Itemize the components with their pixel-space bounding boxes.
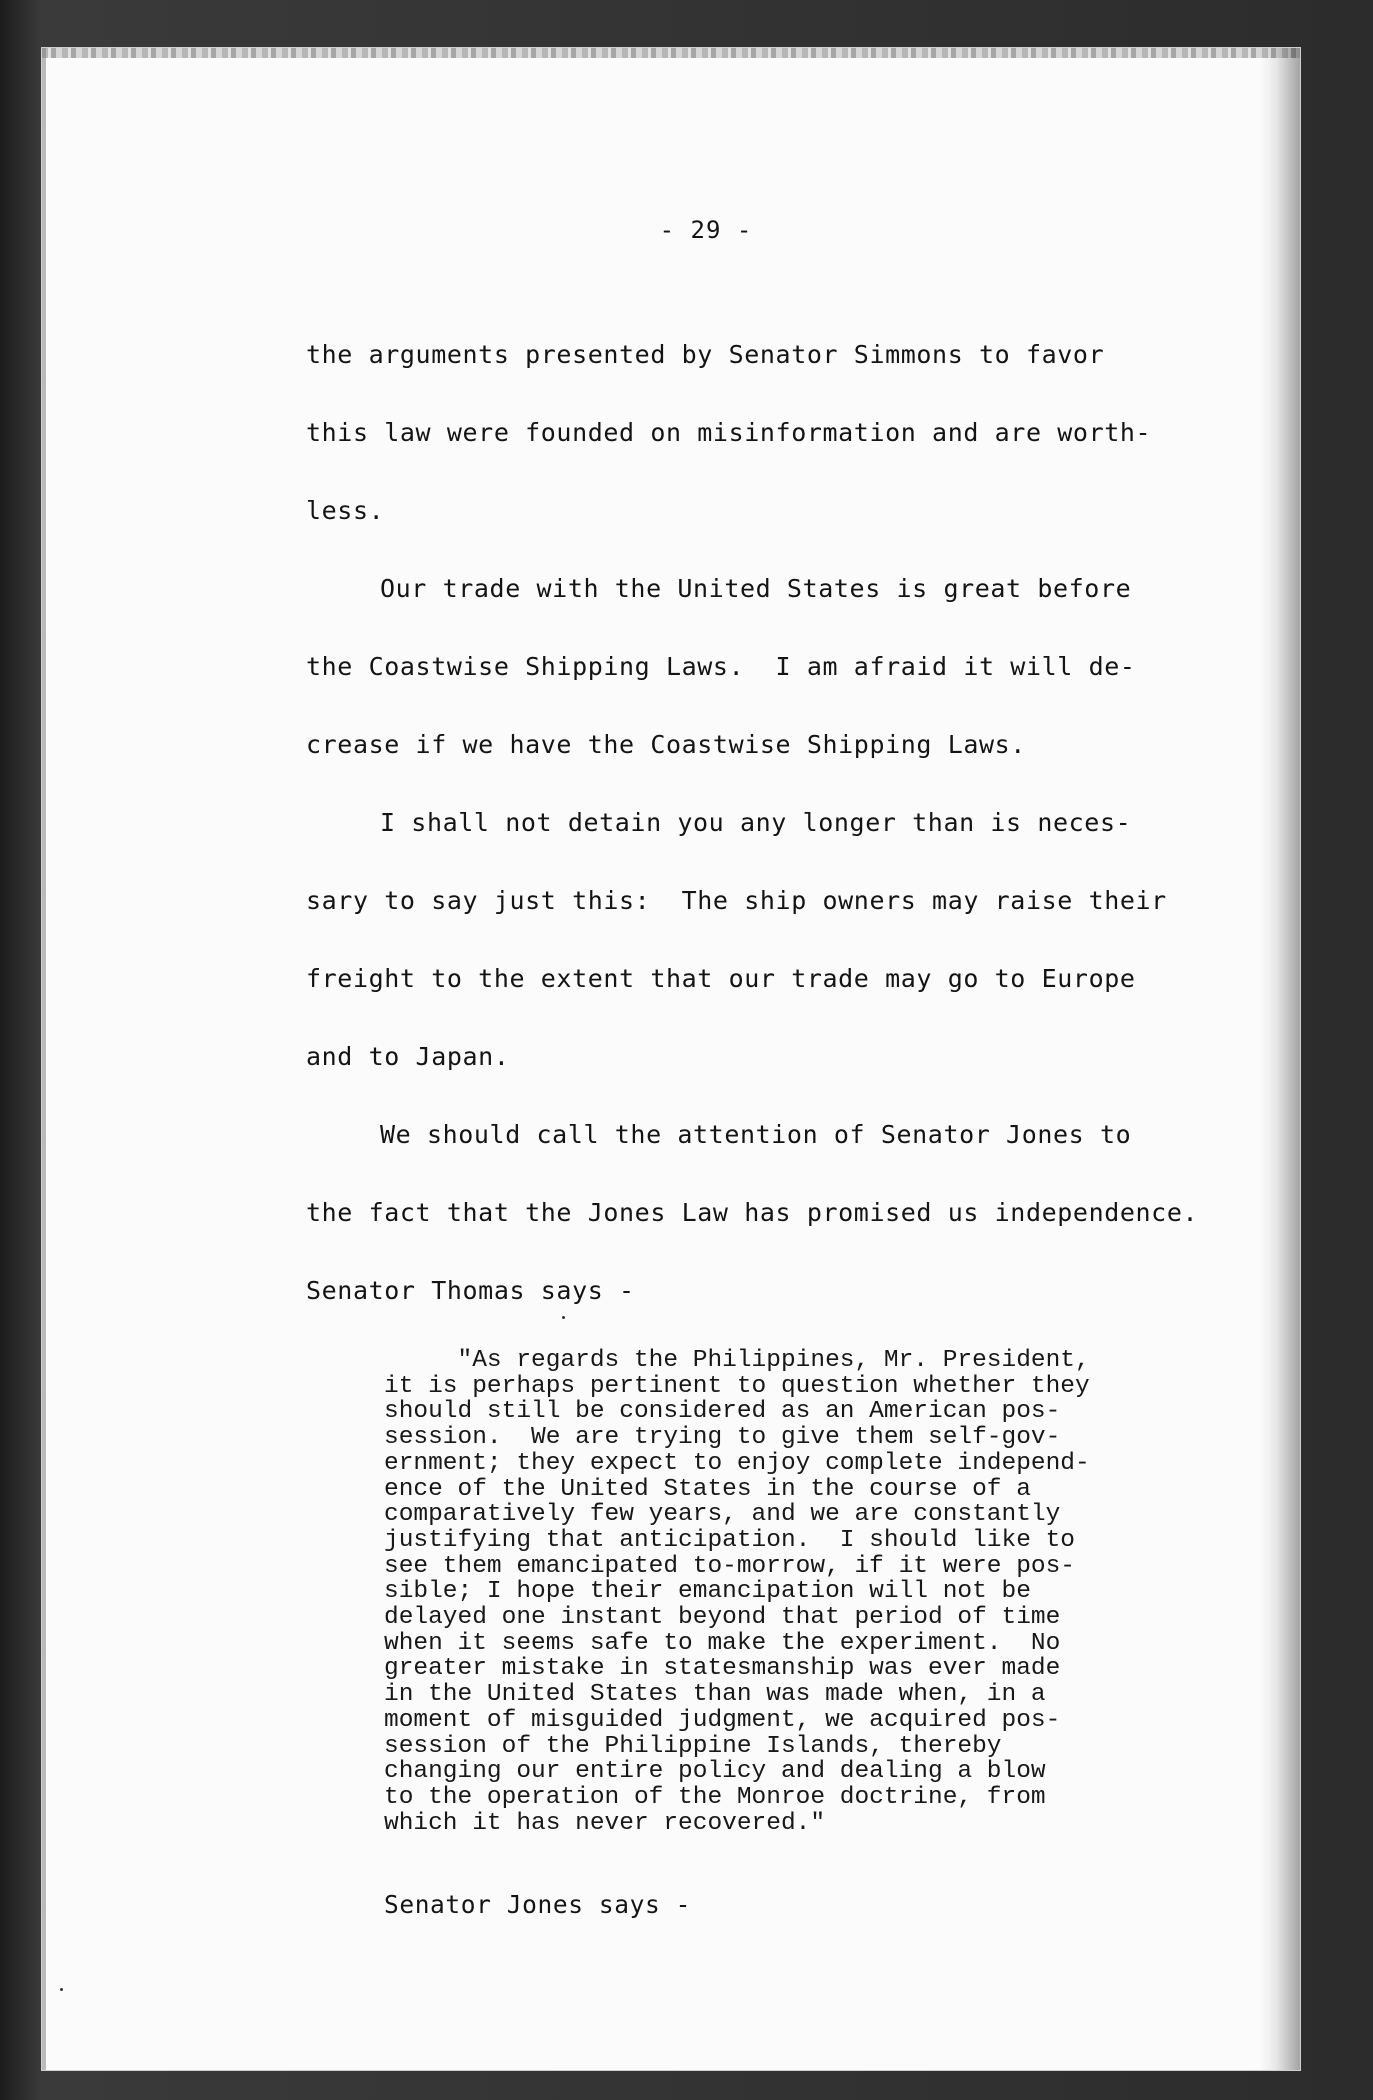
quote-line: greater mistake in statesmanship was ever made — [384, 1655, 1061, 1683]
quote-line: see them emancipated to-morrow, if it were pos- — [384, 1552, 1076, 1580]
quote-line: ence of the United States in the course of a — [384, 1475, 1031, 1503]
quote-line: it is perhaps pertinent to question whether they — [384, 1372, 1090, 1400]
text-line: and to Japan. — [306, 1042, 510, 1071]
quote-line: should still be considered as an American pos- — [384, 1398, 1061, 1426]
quote-line: ernment; they expect to enjoy complete independ- — [384, 1449, 1090, 1477]
quote-line: moment of misguided judgment, we acquired pos- — [384, 1706, 1061, 1734]
text-line: the Coastwise Shipping Laws. I am afraid it will de- — [306, 652, 1136, 681]
text-line: sary to say just this: The ship owners may raise their — [306, 886, 1167, 915]
document-page — [42, 48, 1300, 2070]
text-line: this law were founded on misinformation and are worth- — [306, 418, 1152, 447]
quote-line: session. We are trying to give them self-gov- — [384, 1424, 1061, 1452]
quote-line: which it has never recovered." — [384, 1809, 826, 1837]
page-number: - 29 - — [659, 216, 753, 244]
text-line: the fact that the Jones Law has promised us independence. — [306, 1198, 1199, 1227]
block-quote — [384, 1348, 1164, 1836]
text-line: less. — [306, 496, 385, 525]
text-line: crease if we have the Coastwise Shipping Laws. — [306, 730, 1026, 759]
text-line: Senator Thomas says - — [306, 1276, 635, 1305]
paragraph-start-line: We should call the attention of Senator Jones to — [380, 1120, 1132, 1149]
quote-line: justifying that anticipation. I should like to — [384, 1526, 1076, 1554]
closing-line: Senator Jones says - — [384, 1890, 692, 1919]
page-content — [42, 48, 1300, 2070]
ink-speck — [60, 1988, 63, 1991]
quote-line: to the operation of the Monroe doctrine, from — [384, 1783, 1046, 1811]
text-line: freight to the extent that our trade may go to Europe — [306, 964, 1136, 993]
quote-line: "As regards the Philippines, Mr. President, — [384, 1347, 1090, 1374]
quote-line: changing our entire policy and dealing a blow — [384, 1758, 1046, 1786]
quote-line: delayed one instant beyond that period of time — [384, 1604, 1061, 1632]
quote-line: in the United States than was made when, in a — [384, 1681, 1046, 1709]
paragraph-start-line: Our trade with the United States is great before — [380, 574, 1132, 603]
quote-line: when it seems safe to make the experiment. No — [384, 1629, 1061, 1657]
ink-speck — [562, 1316, 565, 1319]
paragraph-start-line: I shall not detain you any longer than is neces- — [380, 808, 1132, 837]
quote-line: session of the Philippine Islands, thereby — [384, 1732, 1002, 1760]
quote-line: comparatively few years, and we are constantly — [384, 1501, 1061, 1529]
text-line: the arguments presented by Senator Simmons to favor — [306, 340, 1105, 369]
quote-line: sible; I hope their emancipation will not be — [384, 1578, 1031, 1606]
